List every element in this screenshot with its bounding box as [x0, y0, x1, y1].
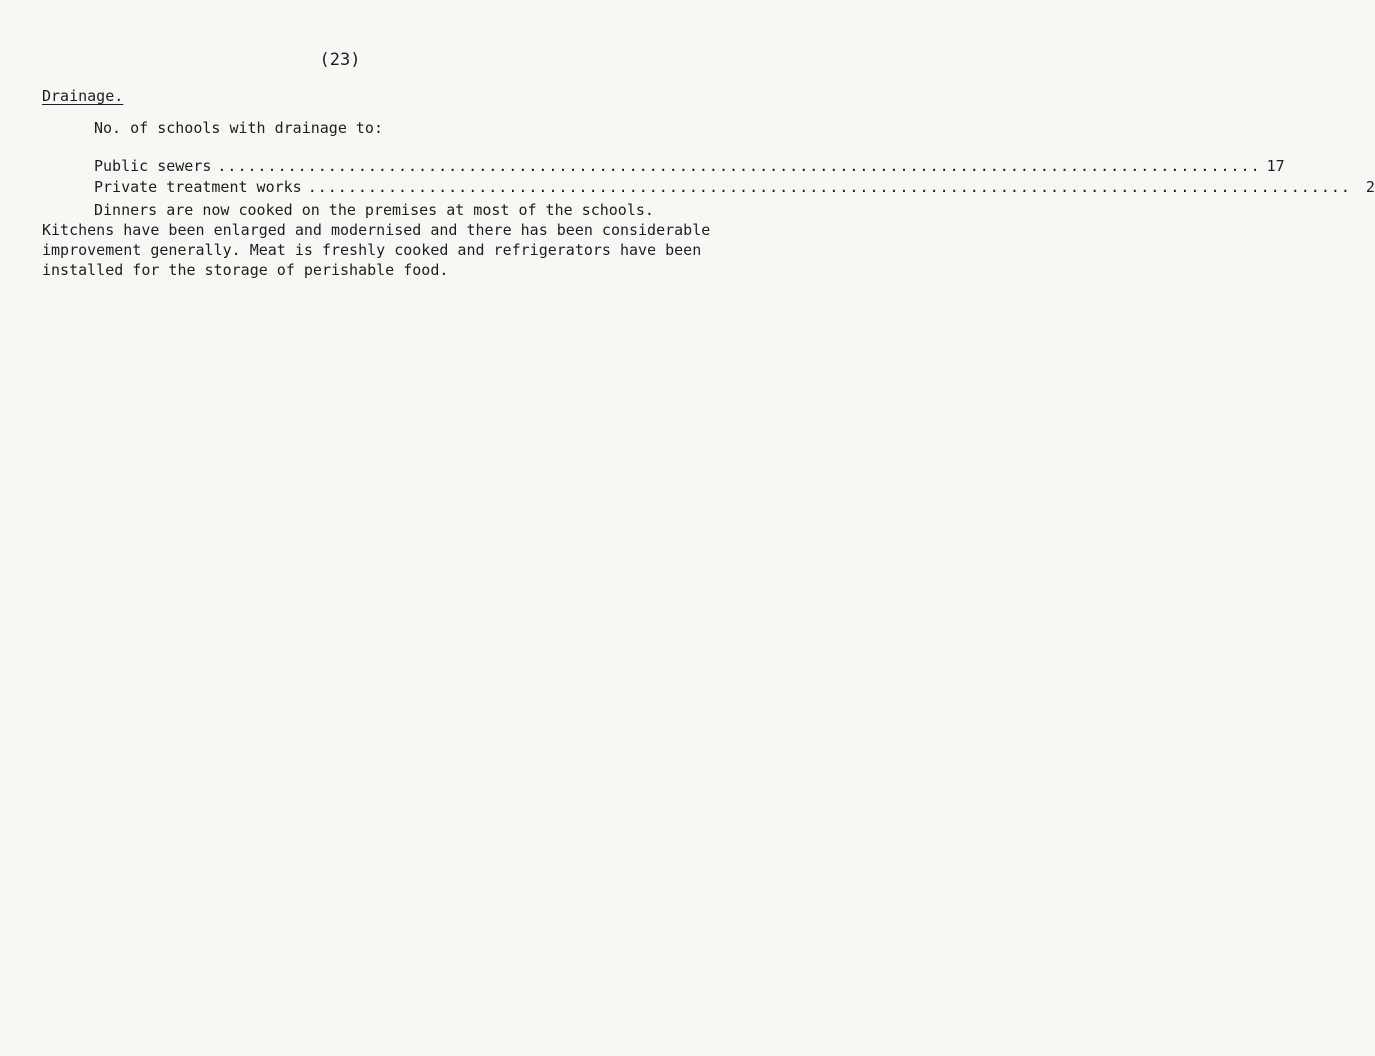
- drainage-label: Public sewers: [94, 157, 212, 175]
- drainage-row-private-treatment: [94, 178, 1375, 196]
- paragraph-line: Kitchens have been enlarged and modernised and there has been considerable: [42, 221, 711, 239]
- paragraph-line: improvement generally. Meat is freshly cooked and refrigerators have been: [42, 241, 702, 259]
- drainage-count: 17: [1266, 157, 1285, 175]
- intro-text: No. of schools with drainage to:: [94, 119, 383, 137]
- drainage-label: Private treatment works: [94, 178, 302, 196]
- drainage-count: 2: [1365, 178, 1375, 196]
- section-heading: Drainage.: [42, 87, 124, 105]
- dot-leader: ........................................................................................................: [307, 178, 1351, 196]
- dinners-paragraph: [42, 200, 762, 280]
- page-number: (23): [319, 50, 361, 70]
- drainage-row-public-sewers: [94, 157, 1285, 175]
- paragraph-line: Dinners are now cooked on the premises at most of the schools.: [94, 201, 654, 219]
- dot-leader: ........................................................................................................: [217, 157, 1261, 175]
- paragraph-line: installed for the storage of perishable food.: [42, 261, 449, 279]
